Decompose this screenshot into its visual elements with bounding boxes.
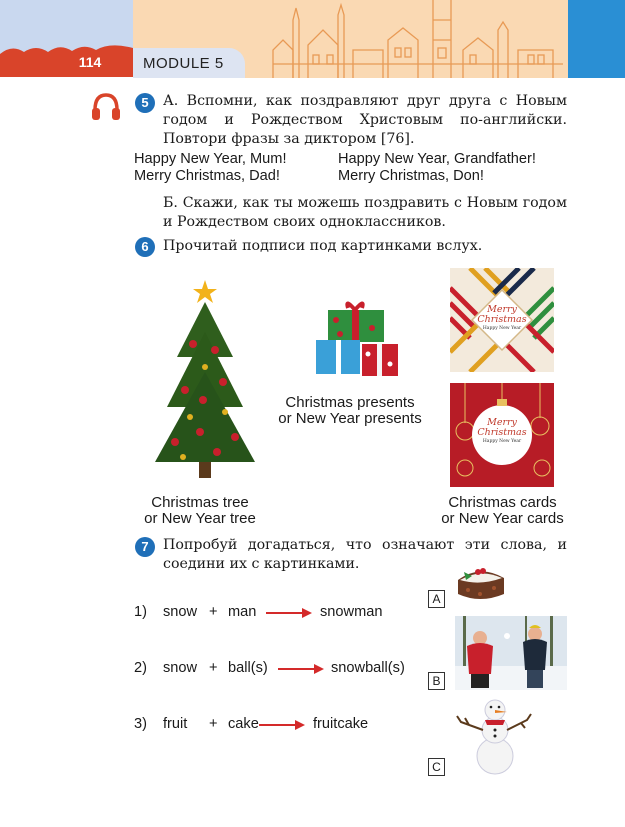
item-3-arrow-icon bbox=[259, 718, 307, 732]
card2-line-merry: Merry bbox=[487, 417, 517, 428]
item-1-arrow-icon bbox=[266, 606, 314, 620]
exercise-5-number: 5 bbox=[135, 93, 155, 113]
item-1-word-b: man bbox=[228, 604, 257, 620]
header-blue-block bbox=[568, 0, 625, 78]
exercise-5-part-b: Б. Скажи, как ты можешь поздравить с Новым годом и Рождеством своих одноклассников. bbox=[163, 195, 567, 230]
snowman-image bbox=[455, 696, 535, 776]
item-2-number: 2) bbox=[134, 660, 147, 676]
page-number: 114 bbox=[78, 54, 102, 70]
item-1-result: snowman bbox=[320, 604, 383, 620]
card1-line-newyear: Happy New Year bbox=[482, 326, 522, 331]
exercise-6-number: 6 bbox=[135, 237, 155, 257]
card1-line-merry: Merry bbox=[487, 304, 517, 315]
card2-line-christmas: Christmas bbox=[477, 427, 527, 438]
christmas-card-ornaments bbox=[450, 383, 554, 487]
caption-presents-1: Christmas presents bbox=[285, 394, 415, 411]
item-2-arrow-icon bbox=[278, 662, 326, 676]
item-3-result: fruitcake bbox=[313, 716, 369, 732]
item-1-plus: + bbox=[209, 604, 218, 620]
item-3-word-a: fruit bbox=[163, 716, 188, 732]
phrase-2: Happy New Year, Grandfather! bbox=[338, 151, 536, 167]
item-2-result: snowball(s) bbox=[331, 660, 405, 676]
snowball-kids-image bbox=[455, 616, 567, 690]
module-title: MODULE 5 bbox=[143, 55, 224, 72]
item-3-word-b: cake bbox=[228, 716, 259, 732]
phrase-3: Merry Christmas, Dad! bbox=[134, 168, 280, 184]
caption-tree-1: Christmas tree bbox=[151, 494, 249, 511]
phrase-1: Happy New Year, Mum! bbox=[134, 151, 287, 167]
caption-cards-2: or New Year cards bbox=[441, 510, 564, 527]
item-2-word-a: snow bbox=[163, 660, 198, 676]
christmas-card-geometric bbox=[450, 268, 554, 372]
item-1-word-a: snow bbox=[163, 604, 198, 620]
card1-text bbox=[477, 305, 527, 332]
item-2-plus: + bbox=[209, 660, 218, 676]
item-2-word-b: ball(s) bbox=[228, 660, 268, 676]
item-3-plus: + bbox=[209, 716, 218, 732]
phrase-4: Merry Christmas, Don! bbox=[338, 168, 484, 184]
presents-image bbox=[310, 298, 402, 380]
label-c: C bbox=[428, 758, 445, 776]
exercise-7-number: 7 bbox=[135, 537, 155, 557]
card2-line-newyear: Happy New Year bbox=[482, 439, 522, 444]
snowball-kids-illustration bbox=[455, 616, 567, 690]
caption-presents-2: or New Year presents bbox=[278, 410, 422, 427]
fruitcake-image bbox=[450, 558, 514, 606]
caption-tree-2: or New Year tree bbox=[144, 510, 256, 527]
exercise-5-part-a: А. Вспомни, как поздравляют друг друга с Новым годом и Рождеством Христовым по-английски. Повтори фразы за диктором [76]. bbox=[163, 93, 567, 147]
exercise-7-instruction: Попробуй догадаться, что означают эти слова, и соедини их с картинками. bbox=[163, 537, 567, 572]
item-1-number: 1) bbox=[134, 604, 147, 620]
label-b: B bbox=[428, 672, 445, 690]
label-a: A bbox=[428, 590, 445, 608]
headphones-icon bbox=[90, 92, 122, 122]
exercise-6-instruction: Прочитай подписи под картинками вслух. bbox=[163, 238, 483, 254]
card2-text bbox=[474, 418, 530, 445]
card1-line-christmas: Christmas bbox=[477, 314, 527, 325]
item-3-number: 3) bbox=[134, 716, 147, 732]
christmas-tree-image bbox=[145, 272, 265, 492]
caption-cards-1: Christmas cards bbox=[448, 494, 557, 511]
